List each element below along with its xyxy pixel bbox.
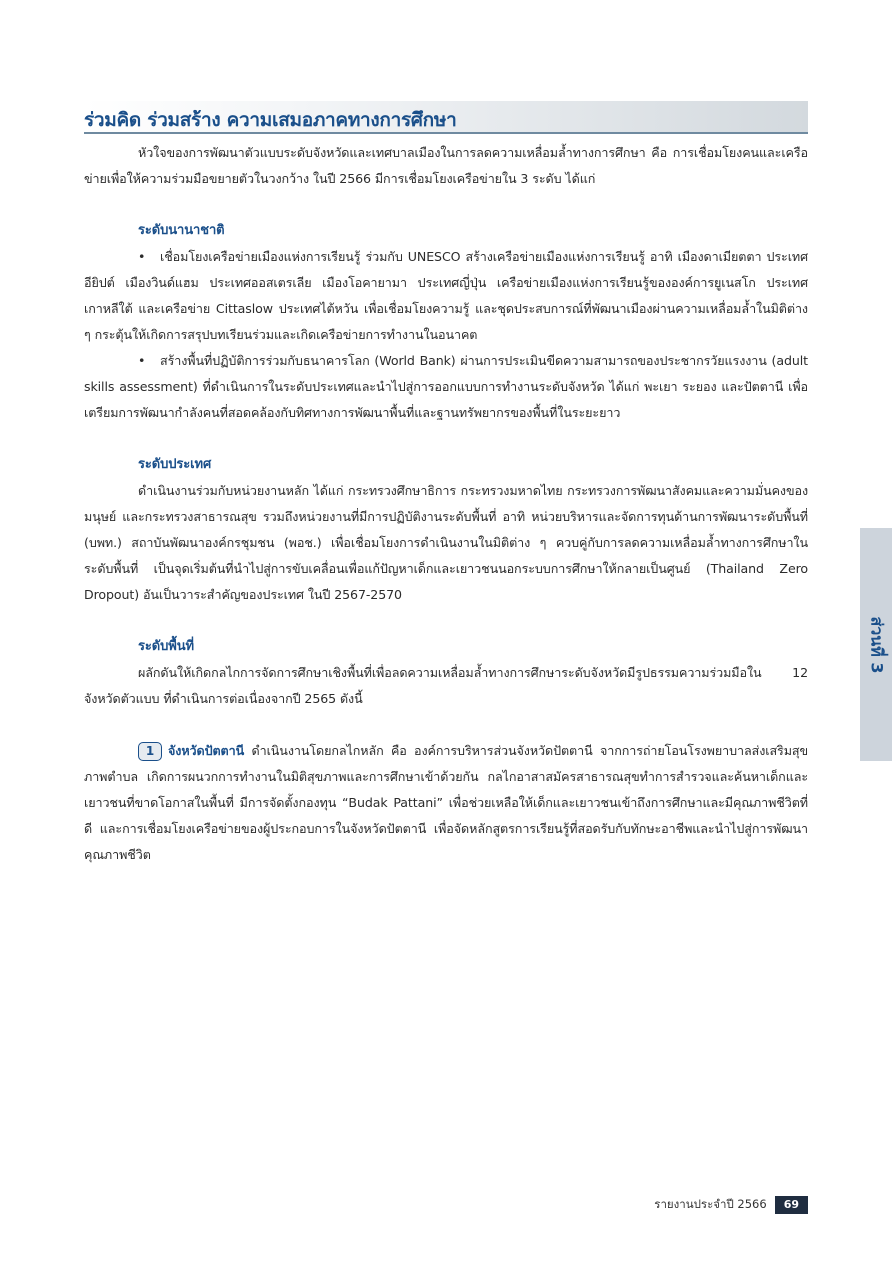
bullet-text: เชื่อมโยงเครือข่ายเมืองแห่งการเรียนรู้ ร่วมกับ UNESCO สร้างเครือข่ายเมืองแห่งการเรียนรู้ อาทิ เมืองดาเมียตตา ประเทศอียิปต์ เมืองวินด์แฮม ประเทศออสเตรเลีย เมืองโอคายามา ประเทศญี่ปุ่น เครือข่ายเมืองแห่งการเรียนรู้ขององค์การยูเนสโก ประเทศเกาหลีใต้ และเครือข่าย Cittaslow ประเทศไต้หวัน เพื่อเชื่อมโยงความรู้ และชุดประสบการณ์ที่พัฒนาเมืองผ่านความเหลื่อมล้ำในมิติต่าง ๆ กระตุ้นให้เกิดการสรุปบทเรียนร่วมและเกิดเครือข่ายการทำงานในอนาคต	[84, 249, 808, 342]
main-content	[84, 140, 808, 868]
intro-paragraph: หัวใจของการพัฒนาตัวแบบระดับจังหวัดและเทศบาลเมืองในการลดความเหลื่อมล้ำทางการศึกษา คือ การเชื่อมโยงคนและเครือข่ายเพื่อให้ความร่วมมือขยายตัวในวงกว้าง ในปี 2566 มีการเชื่อมโยงเครือข่ายใน 3 ระดับ ได้แก่	[84, 145, 808, 186]
item-number-badge: 1	[138, 742, 162, 761]
spacer	[84, 712, 808, 738]
province-description: ดำเนินงานโดยกลไกหลัก คือ องค์การบริหารส่วนจังหวัดปัตตานี จากการถ่ายโอนโรงพยาบาลส่งเสริมสุขภาพตำบล เกิดการผนวกการทำงานในมิติสุขภาพและการศึกษาเข้าด้วยกัน กลไกอาสาสมัครสาธารณสุขทำการสำรวจและค้นหาเด็กและเยาวชนที่ขาดโอกาสในพื้นที่ มีการจัดตั้งกองทุน “Budak Pattani” เพื่อช่วยเหลือให้เด็กและเยาวชนเข้าถึงการศึกษาและมีคุณภาพชีวิตที่ดี และการเชื่อมโยงเครือข่ายของผู้ประกอบการในจังหวัดปัตตานี เพื่อจัดหลักสูตรการเรียนรู้ที่สอดรับกับทักษะอาชีพและนำไปสู่การพัฒนาคุณภาพชีวิต	[84, 743, 808, 862]
page-number-badge: 69	[775, 1196, 808, 1214]
section-heading-national: ระดับประเทศ	[138, 457, 212, 472]
page-footer	[654, 1196, 808, 1214]
section-heading-local: ระดับพื้นที่	[138, 639, 194, 654]
bullet-text: สร้างพื้นที่ปฏิบัติการร่วมกับธนาคารโลก (World Bank) ผ่านการประเมินขีดความสามารถของประชากรวัยแรงงาน (adult skills assessment) ที่ดำเนินการในระดับประเทศและนำไปสู่การออกแบบการทำงานระดับจังหวัด ได้แก่ พะเยา ระยอง และปัตตานี เพื่อเตรียมการพัฒนากำลังคนที่สอดคล้องกับทิศทางการพัฒนาพื้นที่และฐานทรัพยากรของพื้นที่ในระยะยาว	[84, 353, 808, 420]
national-paragraph: ดำเนินงานร่วมกับหน่วยงานหลัก ได้แก่ กระทรวงศึกษาธิการ กระทรวงมหาดไทย กระทรวงการพัฒนาสังคมและความมั่นคงของมนุษย์ และกระทรวงสาธารณสุข รวมถึงหน่วยงานที่มีการปฏิบัติงานระดับพื้นที่ อาทิ หน่วยบริหารและจัดการทุนด้านการพัฒนาระดับพื้นที่ (บพท.) สถาบันพัฒนาองค์กรชุมชน (พอช.) เพื่อเชื่อมโยงการดำเนินงานในมิติต่าง ๆ ควบคู่กับการลดความเหลื่อมล้ำทางการศึกษาในระดับพื้นที่ เป็นจุดเริ่มต้นที่นำไปสู่การขับเคลื่อนเพื่อแก้ปัญหาเด็กและเยาวชนนอกระบบการศึกษาให้กลายเป็นศูนย์ (Thailand Zero Dropout) อันเป็นวาระสำคัญของประเทศ ในปี 2567-2570	[84, 483, 808, 602]
province-name: จังหวัดปัตตานี	[168, 743, 245, 758]
side-tab-label: ส่วนที่ 3	[867, 616, 887, 673]
section-side-tab[interactable]	[860, 528, 892, 761]
section-heading-international: ระดับนานาชาติ	[138, 223, 225, 238]
report-label: รายงานประจำปี 2566	[654, 1197, 767, 1211]
page-title: ร่วมคิด ร่วมสร้าง ความเสมอภาคทางการศึกษา	[84, 109, 457, 131]
bullet-icon: •	[138, 353, 146, 368]
province-item	[84, 738, 808, 868]
bullet-item	[84, 348, 808, 426]
local-paragraph: ผลักดันให้เกิดกลไกการจัดการศึกษาเชิงพื้นที่เพื่อลดความเหลื่อมล้ำทางการศึกษาระดับจังหวัดมีรูปธรรมความร่วมมือใน 12 จังหวัดตัวแบบ ที่ดำเนินการต่อเนื่องจากปี 2565 ดังนี้	[84, 665, 808, 706]
bullet-item	[84, 244, 808, 348]
title-bar	[84, 101, 808, 134]
bullet-icon: •	[138, 249, 146, 264]
